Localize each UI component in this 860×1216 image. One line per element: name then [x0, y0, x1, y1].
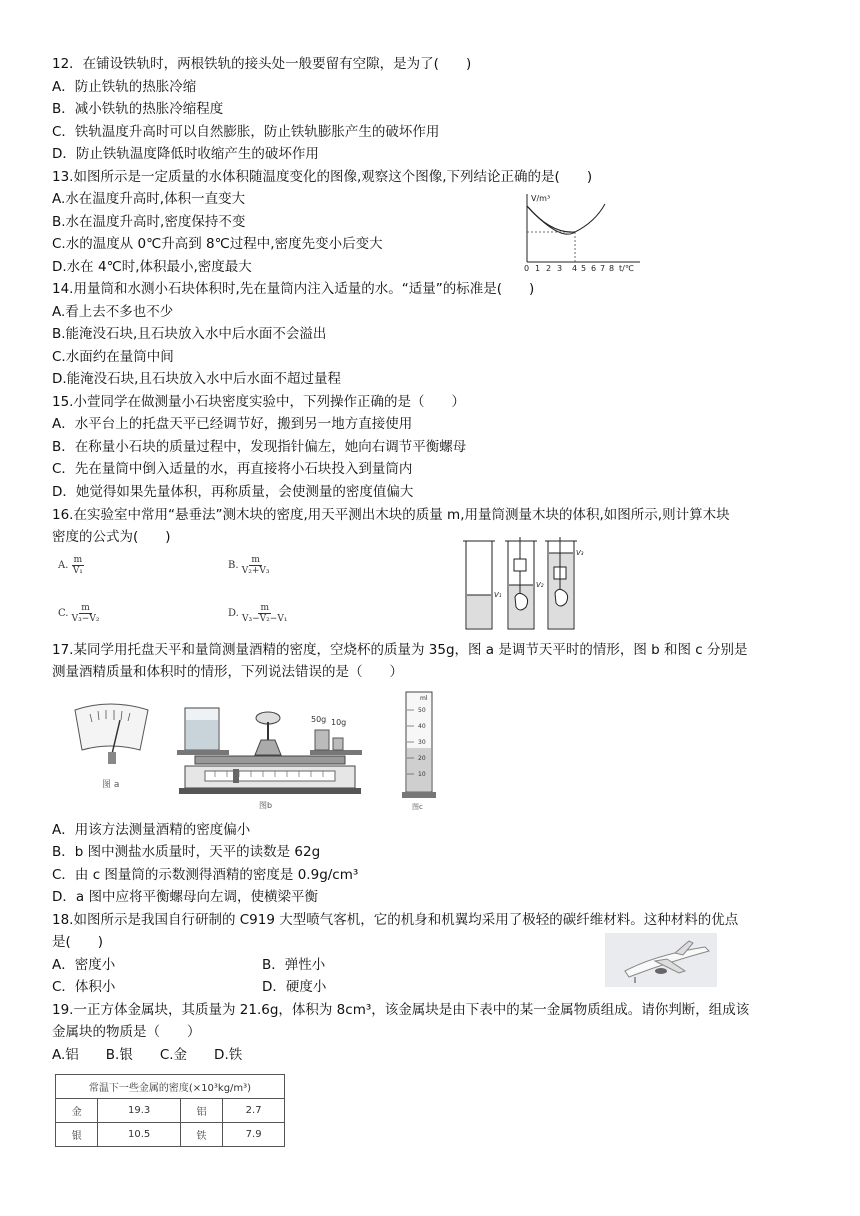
q14-stem: 14.用量筒和水测小石块体积时,先在量筒内注入适量的水。“适量”的标准是( )	[52, 281, 535, 297]
cylinder-tick: 50	[418, 707, 426, 714]
cylinder-tick: 40	[418, 723, 426, 730]
q16-option-a: A. $\frac{m}{\text{V₁}}$	[58, 555, 83, 576]
c919-airplane-photo	[605, 933, 717, 987]
q19-stem-line2: 金属块的物质是（ ）	[52, 1024, 201, 1040]
table-cell: 金	[56, 1099, 98, 1123]
cylinder-tick: 10	[418, 771, 426, 778]
q16-option-b: B. $\frac{m}{\text{V₂+V₃}}$	[228, 555, 270, 576]
figure-c-graduated-cylinder	[400, 688, 442, 812]
table-cell: 铝	[180, 1099, 222, 1123]
q15-option-d: D．她觉得如果先量体积，再称质量，会使测量的密度值偏大	[52, 484, 414, 500]
q14-option-c: C.水面约在量筒中间	[52, 349, 174, 365]
q19-stem-line1: 19.一正方体金属块，其质量为 21.6g，体积为 8cm³，该金属块是由下表中的某一金属物质组成。请你判断，组成该	[52, 1002, 750, 1018]
q15-option-c: C．先在量筒中倒入适量的水，再直接将小石块投入到量筒内	[52, 461, 413, 477]
figure-b-caption: 图b	[259, 801, 273, 810]
label-v3: V₃	[576, 549, 584, 557]
table-cell: 2.7	[223, 1099, 285, 1123]
q17-stem-line1: 17.某同学用托盘天平和量筒测量酒精的密度，空烧杯的质量为 35g，图 a 是调节天平时的情形，图 b 和图 c 分别是	[52, 642, 748, 658]
q15-option-b: B．在称量小石块的质量过程中，发现指针偏左，她向右调节平衡螺母	[52, 439, 467, 455]
q17-stem-line2: 测量酒精质量和体积时的情形，下列说法错误的是（ ）	[52, 664, 403, 680]
graph-xlabel: t/℃	[619, 264, 634, 272]
q18-option-b: B．弹性小	[262, 957, 326, 973]
q15-stem: 15.小萱同学在做测量小石块密度实验中，下列操作正确的是（ ）	[52, 394, 465, 410]
q17-option-c: C．由 c 图量筒的示数测得酒精的密度是 0.9g/cm³	[52, 867, 359, 883]
graph-tick: 1	[535, 264, 541, 272]
q14-option-a: A.看上去不多也不少	[52, 304, 174, 320]
q17-option-b: B．b 图中测盐水质量时，天平的读数是 62g	[52, 844, 321, 860]
graph-tick: 7	[600, 264, 606, 272]
q12-option-b: B．减小铁轨的热胀冷缩程度	[52, 101, 224, 117]
q18-option-d: D．硬度小	[262, 979, 327, 995]
cylinder-unit: ml	[420, 695, 428, 702]
figure-a-caption: 图 a	[102, 780, 120, 790]
table-row	[56, 1123, 285, 1147]
graph-tick: 6	[591, 264, 597, 272]
table-cell: 铁	[180, 1123, 222, 1147]
figure-b-balance	[175, 700, 365, 812]
q18-stem-line2: 是( )	[52, 934, 104, 950]
metal-density-table	[55, 1074, 285, 1147]
q18-option-c: C．体积小	[52, 979, 116, 995]
q16-stem-line2: 密度的公式为( )	[52, 529, 171, 545]
table-cell: 19.3	[98, 1099, 180, 1123]
graph-tick: 2	[546, 264, 552, 272]
label-v2: V₂	[536, 581, 544, 589]
graph-tick: 0	[524, 264, 530, 272]
q17-option-d: D．a 图中应将平衡螺母向左调，使横梁平衡	[52, 889, 318, 905]
weight-50g: 50g	[311, 715, 327, 724]
q12-option-d: D．防止铁轨温度降低时收缩产生的破坏作用	[52, 146, 319, 162]
q17-option-a: A．用该方法测量酒精的密度偏小	[52, 822, 251, 838]
graph-tick: 8	[609, 264, 615, 272]
q16-stem-line1: 16.在实验室中常用“悬垂法”测木块的密度,用天平测出木块的质量 m,用量筒测量木块的体积,如图所示,则计算木块	[52, 507, 730, 523]
graph-tick: 5	[581, 264, 587, 272]
q14-option-d: D.能淹没石块,且石块放入水中后水面不超过量程	[52, 371, 341, 387]
table-title: 常温下一些金属的密度(×10³kg/m³)	[56, 1075, 285, 1099]
q16-option-c: C. $\frac{m}{\text{V₃−V₂}}$	[58, 603, 100, 624]
volume-temperature-graph	[515, 190, 645, 272]
q18-stem-line1: 18.如图所示是我国自行研制的 C919 大型喷气客机，它的机身和机翼均采用了极轻的碳纤维材料。这种材料的优点	[52, 912, 739, 928]
graph-tick: 3	[557, 264, 563, 272]
weight-10g: 10g	[331, 718, 347, 727]
suspension-method-cylinders	[460, 537, 590, 632]
q13-stem: 13.如图所示是一定质量的水体积随温度变化的图像,观察这个图像,下列结论正确的是( )	[52, 169, 593, 185]
cylinder-tick: 30	[418, 739, 426, 746]
q16-option-d: D. $\frac{m}{\text{V₃−V₂−V₁}}$	[228, 603, 288, 624]
q12-option-c: C．铁轨温度升高时可以自然膨胀，防止铁轨膨胀产生的破坏作用	[52, 124, 440, 140]
cylinder-tick: 20	[418, 755, 426, 762]
table-row	[56, 1099, 285, 1123]
q13-option-a: A.水在温度升高时,体积一直变大	[52, 191, 246, 207]
table-cell: 银	[56, 1123, 98, 1147]
label-v1: V₁	[494, 591, 502, 599]
figure-c-caption: 图c	[412, 803, 423, 811]
q19-options: A.铝 B.银 C.金 D.铁	[52, 1047, 243, 1063]
q15-option-a: A．水平台上的托盘天平已经调节好，搬到另一地方直接使用	[52, 416, 413, 432]
graph-ylabel: V/m³	[531, 194, 551, 203]
q14-option-b: B.能淹没石块,且石块放入水中后水面不会溢出	[52, 326, 327, 342]
figure-a-balance-pointer	[70, 702, 160, 792]
q13-option-c: C.水的温度从 0℃升高到 8℃过程中,密度先变小后变大	[52, 236, 383, 252]
graph-tick: 4	[572, 264, 578, 272]
table-cell: 10.5	[98, 1123, 180, 1147]
q13-option-d: D.水在 4℃时,体积最小,密度最大	[52, 259, 252, 275]
q13-option-b: B.水在温度升高时,密度保持不变	[52, 214, 246, 230]
q12-stem: 12．在铺设铁轨时，两根铁轨的接头处一般要留有空隙，是为了( )	[52, 56, 472, 72]
q18-option-a: A．密度小	[52, 957, 116, 973]
q12-option-a: A．防止铁轨的热胀冷缩	[52, 79, 197, 95]
table-cell: 7.9	[223, 1123, 285, 1147]
